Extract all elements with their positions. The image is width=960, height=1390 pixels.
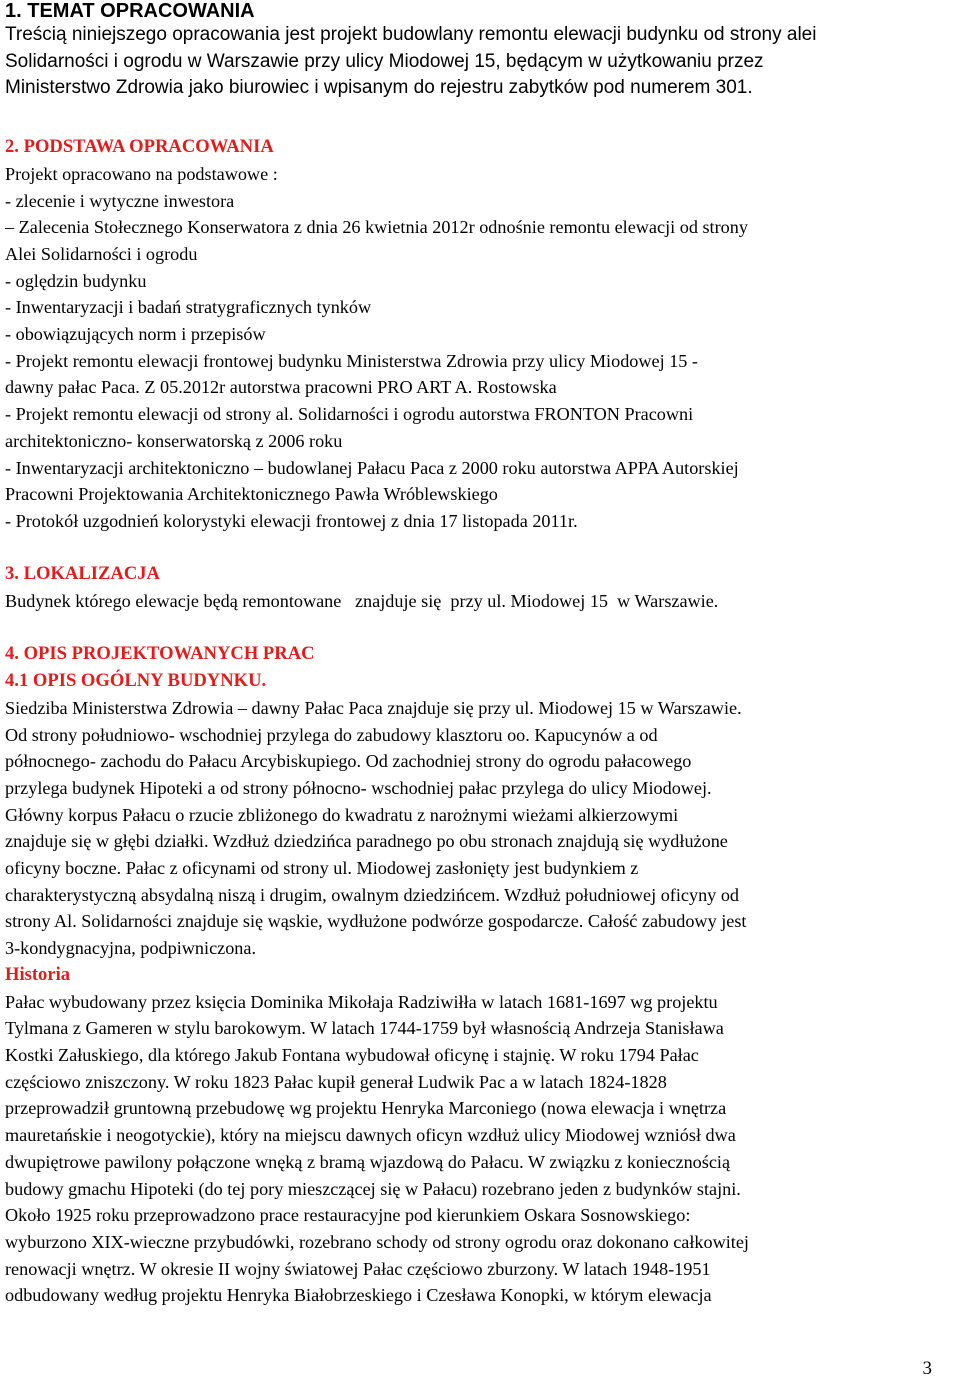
section-2-heading: 2. PODSTAWA OPRACOWANIA [5,136,274,158]
section-2-line: - Inwentaryzacji architektoniczno – budowlanej Pałacu Paca z 2000 roku autorstwa APPA Autorskiej [5,457,739,478]
section-2-line: dawny pałac Paca. Z 05.2012r autorstwa pracowni PRO ART A. Rostowska [5,377,557,398]
history-line: renowacji wnętrz. W okresie II wojny światowej Pałac częściowo zburzony. W latach 1948-1951 [5,1258,711,1279]
section-4-line: Główny korpus Pałacu o rzucie zbliżonego do kwadratu z narożnymi wieżami alkierzowymi [5,804,679,825]
section-4-line: oficyny boczne. Pałac z oficynami od strony ul. Miodowej zasłonięty jest budynkiem z [5,858,639,879]
section-4-line: charakterystyczną absydalną niszą i drugim, owalnym dziedzińcem. Wzdłuż południowej oficyny od [5,884,740,905]
section-4-line: znajduje się w głębi działki. Wzdłuż dziedzińca paradnego po obu stronach znajdują się wydłużone [5,831,728,852]
section-2-line: architektoniczno- konserwatorską z 2006 roku [5,430,343,451]
history-line: dwupiętrowe pawilony połączone wnęką z bramą wjazdową do Pałacu. W związku z koniecznością [5,1151,731,1172]
history-line: częściowo zniszczony. W roku 1823 Pałac kupił generał Ludwik Pac a w latach 1824-1828 [5,1071,667,1092]
section-1-line: Solidarności i ogrodu w Warszawie przy ulicy Miodowej 15, będącym w użytkowaniu przez [5,50,764,72]
section-3-heading: 3. LOKALIZACJA [5,563,160,585]
history-line: budowy gmachu Hipoteki (do tej pory mieszczącej się w Pałacu) rozebrano jeden z budynków stajni. [5,1178,741,1199]
spacer [5,102,955,134]
section-3-line: Budynek którego elewacje będą remontowane znajduje się przy ul. Miodowej 15 w Warszawie. [5,591,719,612]
section-1-line: Treścią niniejszego opracowania jest projekt budowlany remontu elewacji budynku od strony alei [5,24,817,45]
section-2-line: - Inwentaryzacji i badań stratygraficznych tynków [5,297,372,318]
section-4-line: przylega budynek Hipoteki a od strony północno- wschodniej pałac przylega do ulicy Miodowej. [5,777,712,798]
section-2-line: - oględzin budynku [5,270,147,291]
history-line: Tylmana z Gameren w stylu barokowym. W latach 1744-1759 był własnością Andrzeja Stanisława [5,1018,724,1039]
section-2-line: - Projekt remontu elewacji od strony al. Solidarności i ogrodu autorstwa FRONTON Pracowni [5,404,694,425]
section-4-heading: 4. OPIS PROJEKTOWANYCH PRAC [5,643,315,665]
section-2-line: - Projekt remontu elewacji frontowej budynku Ministerstwa Zdrowia przy ulicy Miodowej 15 - [5,350,698,371]
history-heading: Historia [5,963,71,985]
section-4-line: Od strony południowo- wschodniej przylega do zabudowy klasztoru oo. Kapucynów a od [5,724,658,745]
spacer [5,615,955,642]
section-2-line: Pracowni Projektowania Architektonicznego Pawła Wróblewskiego [5,484,498,505]
history-line: przeprowadził gruntowną przebudowę wg projektu Henryka Marconiego (nowa elewacja i wnętrza [5,1098,727,1119]
section-2-line: - obowiązujących norm i przepisów [5,324,266,345]
section-2-line: – Zalecenia Stołecznego Konserwatora z dnia 26 kwietnia 2012r odnośnie remontu elewacji od strony [5,217,748,238]
section-4-line: północnego- zachodu do Pałacu Arcybiskupiego. Od zachodniej strony do ogrodu pałacowego [5,751,692,772]
section-2-line: - zlecenie i wytyczne inwestora [5,190,235,211]
history-line: odbudowany według projektu Henryka Białobrzeskiego i Czesława Konopki, w którym elewacja [5,1285,712,1306]
section-4-line: Siedziba Ministerstwa Zdrowia – dawny Pałac Paca znajduje się przy ul. Miodowej 15 w Warszawie. [5,697,742,718]
section-1-line: Ministerstwo Zdrowia jako biurowiec i wpisanym do rejestru zabytków pod numerem 301. [5,77,753,99]
section-4-line: strony Al. Solidarności znajduje się wąskie, wydłużone podwórze gospodarcze. Całość zabudowy jest [5,911,747,932]
section-4-1-heading: 4.1 OPIS OGÓLNY BUDYNKU. [5,670,267,692]
spacer [5,535,955,562]
page-number: 3 [922,1358,932,1379]
history-line: Około 1925 roku przeprowadzono prace restauracyjne pod kierunkiem Oskara Sosnowskiego: [5,1205,691,1226]
section-2-line: Projekt opracowano na podstawowe : [5,163,278,184]
section-1-heading: 1. TEMAT OPRACOWANIA [5,0,255,22]
section-4-line: 3-kondygnacyjna, podpiwniczona. [5,938,257,959]
history-line: mauretańskie i neogotyckie), który na miejscu dawnych oficyn wzdłuż ulicy Miodowej wzniósł dwa [5,1125,736,1146]
history-line: wyburzono XIX-wieczne przybudówki, rozebrano schody od strony ogrodu oraz dokonano całkowitej [5,1231,749,1252]
history-line: Kostki Załuskiego, dla którego Jakub Fontana wybudował oficynę i stajnię. W roku 1794 Pałac [5,1044,699,1065]
section-2-line: - Protokół uzgodnień kolorystyki elewacji frontowej z dnia 17 listopada 2011r. [5,510,578,531]
history-line: Pałac wybudowany przez księcia Dominika Mikołaja Radziwiłła w latach 1681-1697 wg projektu [5,991,718,1012]
section-2-line: Alei Solidarności i ogrodu [5,243,198,264]
